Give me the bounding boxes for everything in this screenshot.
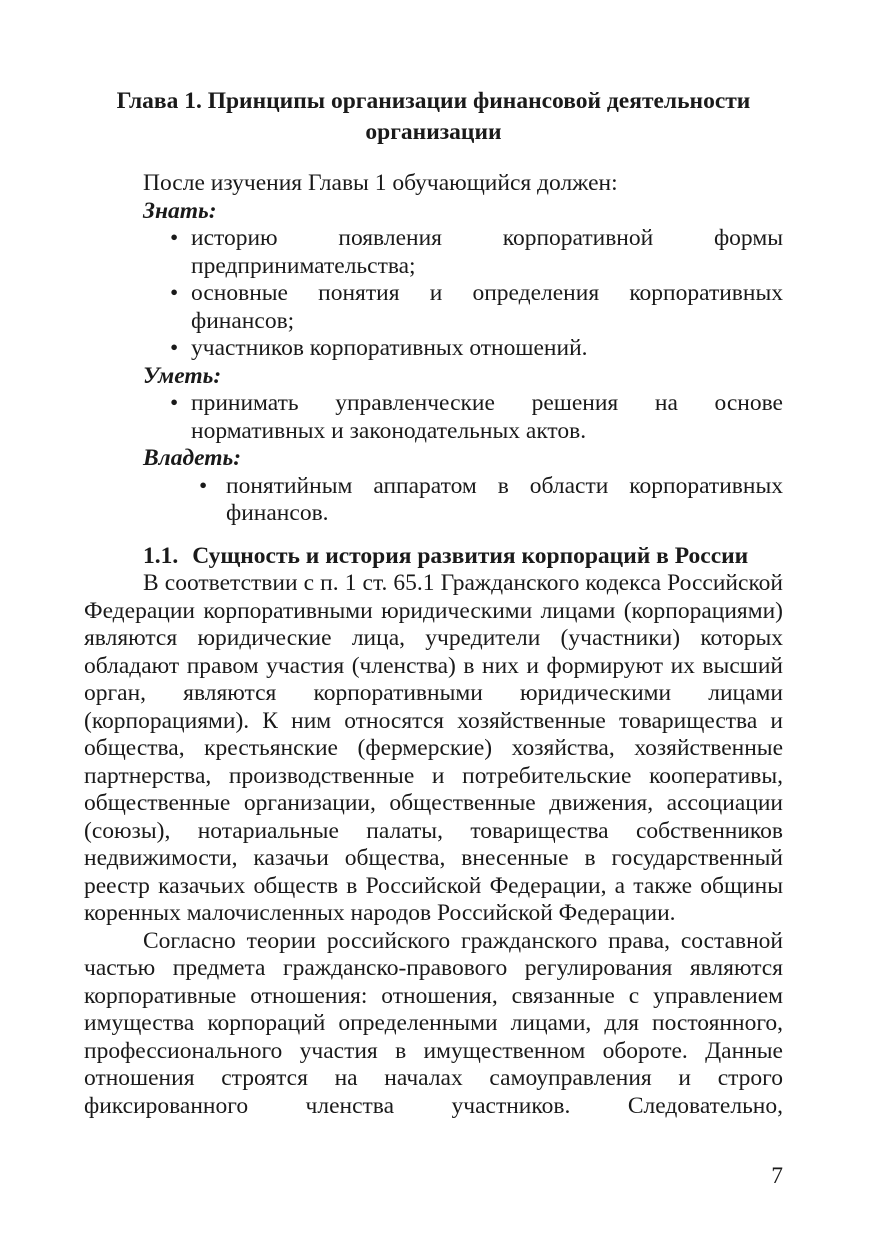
vladet-bullet-list [84,473,783,528]
body-paragraph: Согласно теории российского гражданского права, составной частью предмета гражданско-правового регулирования являются корпоративные отношения: отношения, связанные с управлением имущества корпораций определенными лицами, для постоянного, профессионального участия в имущественном обороте. Данные отношения строятся на началах самоуправления и строго фиксированного членства участников. Следовательно, [84,927,783,1119]
section-number: 1.1. [143,542,179,569]
list-item-text: принимать управленческие решения на основе нормативных и законодательных актов. [191,390,783,444]
bullet-icon: • [170,280,179,306]
objective-label-znat: Знать: [143,197,217,224]
objective-label-vladet: Владеть: [143,445,242,471]
list-item [84,280,783,335]
bullet-icon: • [170,225,179,251]
list-item-text: историю появления корпоративной формы предпринимательства; [191,225,783,279]
bullet-icon: • [170,335,179,361]
bullet-icon: • [170,390,179,416]
znat-bullet-list [84,225,783,363]
intro-text: После изучения Главы 1 обучающийся должен: [143,170,618,196]
body-paragraph: В соответствии с п. 1 ст. 65.1 Гражданского кодекса Российской Федерации корпоративными юридическими лицами (корпорациями) являются юридические лица, учредители (участники) которых обладают правом участия (членства) в них и формируют их высший орган, являются корпоративными юридическими лицами (корпорациями). К ним относятся хозяйственные товарищества и общества, крестьянские (фермерские) хозяйства, хозяйственные партнерства, производственные и потребительские кооперативы, общественные организации, общественные движения, ассоциации (союзы), нотариальные палаты, товарищества собственников недвижимости, казачьи общества, внесенные в государственный реестр казачьих обществ в Российской Федерации, а также общины коренных малочисленных народов Российской Федерации. [84,570,783,926]
umet-bullet-list [84,390,783,445]
list-item [84,225,783,280]
section-title: Сущность и история развития корпораций в России [192,542,749,569]
list-item [84,390,783,445]
list-item-text: основные понятия и определения корпоративных финансов; [191,280,783,334]
page-number: 7 [771,1162,783,1189]
list-item [84,335,783,363]
list-item [84,473,783,528]
list-item-text: понятийным аппаратом в области корпоративных финансов. [226,472,783,526]
objective-label-umet: Уметь: [143,362,222,389]
bullet-icon: • [199,472,208,499]
section-heading [84,543,783,571]
chapter-title: Глава 1. Принципы организации финансовой деятельности организации [116,88,751,145]
list-item-text: участников корпоративных отношений. [191,335,588,361]
